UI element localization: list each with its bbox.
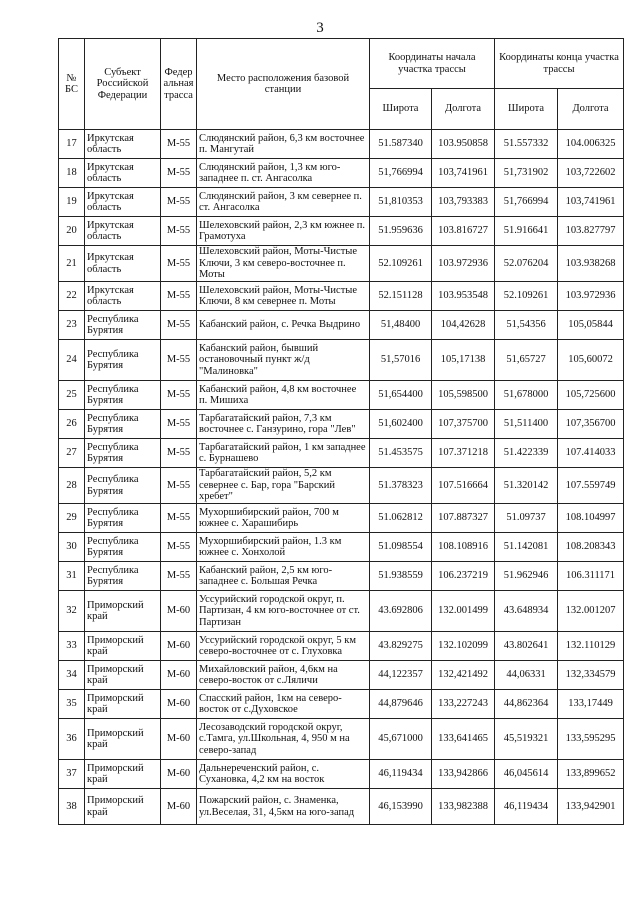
cell-end-latitude: 51.320142	[495, 468, 558, 504]
cell-federal-route: М-60	[161, 760, 197, 789]
table-row	[59, 130, 624, 159]
cell-federal-route: М-55	[161, 217, 197, 246]
table-row	[59, 719, 624, 760]
cell-location: Тарбагатайский район, 5,2 км севернее с. Бар, гора "Барский хребет"	[197, 468, 370, 504]
cell-start-longitude: 105,598500	[432, 381, 495, 410]
cell-subject: Республика Бурятия	[85, 468, 161, 504]
cell-start-latitude: 44,122357	[370, 661, 432, 690]
cell-subject: Приморский край	[85, 661, 161, 690]
cell-num: 21	[59, 246, 85, 282]
cell-end-longitude: 103.827797	[558, 217, 624, 246]
table-row	[59, 789, 624, 825]
cell-location: Тарбагатайский район, 1 км западнее с. Бурнашево	[197, 439, 370, 468]
cell-subject: Приморский край	[85, 690, 161, 719]
cell-num: 17	[59, 130, 85, 159]
cell-location: Мухоршибирский район, 1.3 км южнее с. Хонхолой	[197, 533, 370, 562]
cell-end-longitude: 132,334579	[558, 661, 624, 690]
cell-federal-route: М-55	[161, 562, 197, 591]
cell-start-longitude: 107.371218	[432, 439, 495, 468]
cell-federal-route: М-55	[161, 533, 197, 562]
cell-end-latitude: 46,045614	[495, 760, 558, 789]
cell-end-longitude: 133,942901	[558, 789, 624, 825]
cell-end-latitude: 51.962946	[495, 562, 558, 591]
cell-start-latitude: 51.938559	[370, 562, 432, 591]
cell-location: Шелеховский район, Моты-Чистые Ключи, 8 км севернее п. Моты	[197, 282, 370, 311]
cell-start-longitude: 107,375700	[432, 410, 495, 439]
cell-num: 34	[59, 661, 85, 690]
cell-start-longitude: 103.953548	[432, 282, 495, 311]
cell-num: 18	[59, 159, 85, 188]
table-row	[59, 760, 624, 789]
cell-end-longitude: 103,722602	[558, 159, 624, 188]
cell-end-longitude: 107,356700	[558, 410, 624, 439]
cell-end-latitude: 51,766994	[495, 188, 558, 217]
cell-federal-route: М-55	[161, 468, 197, 504]
table-row	[59, 282, 624, 311]
cell-end-latitude: 51.916641	[495, 217, 558, 246]
cell-federal-route: М-60	[161, 690, 197, 719]
cell-end-longitude: 105,05844	[558, 311, 624, 340]
cell-subject: Республика Бурятия	[85, 340, 161, 381]
cell-start-latitude: 46,119434	[370, 760, 432, 789]
cell-start-longitude: 103.816727	[432, 217, 495, 246]
cell-end-longitude: 103.938268	[558, 246, 624, 282]
table-row	[59, 504, 624, 533]
cell-num: 23	[59, 311, 85, 340]
table-row	[59, 439, 624, 468]
table-row	[59, 311, 624, 340]
cell-start-latitude: 51.453575	[370, 439, 432, 468]
cell-start-longitude: 132.102099	[432, 632, 495, 661]
header-num: № БС	[59, 39, 85, 130]
cell-end-longitude: 133,899652	[558, 760, 624, 789]
cell-start-longitude: 107.516664	[432, 468, 495, 504]
cell-end-latitude: 44,06331	[495, 661, 558, 690]
cell-end-latitude: 51.142081	[495, 533, 558, 562]
table-row	[59, 533, 624, 562]
cell-num: 24	[59, 340, 85, 381]
cell-start-latitude: 51,810353	[370, 188, 432, 217]
table-row	[59, 381, 624, 410]
cell-start-latitude: 51.959636	[370, 217, 432, 246]
cell-end-latitude: 51,511400	[495, 410, 558, 439]
cell-location: Уссурийский городской округ, п. Партизан, 4 км юго-восточнее от ст. Партизан	[197, 591, 370, 632]
cell-start-latitude: 51,766994	[370, 159, 432, 188]
table-row	[59, 159, 624, 188]
cell-num: 36	[59, 719, 85, 760]
cell-location: Кабанский район, с. Речка Выдрино	[197, 311, 370, 340]
cell-end-latitude: 45,519321	[495, 719, 558, 760]
cell-federal-route: М-55	[161, 282, 197, 311]
cell-start-longitude: 133,942866	[432, 760, 495, 789]
cell-start-longitude: 108.108916	[432, 533, 495, 562]
cell-start-longitude: 132,421492	[432, 661, 495, 690]
cell-num: 31	[59, 562, 85, 591]
cell-end-latitude: 51.09737	[495, 504, 558, 533]
table-row	[59, 562, 624, 591]
cell-end-latitude: 43.648934	[495, 591, 558, 632]
cell-start-latitude: 51,602400	[370, 410, 432, 439]
cell-location: Кабанский район, бывший остановочный пункт ж/д "Малиновка"	[197, 340, 370, 381]
cell-subject: Иркутская область	[85, 217, 161, 246]
cell-start-latitude: 52.109261	[370, 246, 432, 282]
cell-start-latitude: 45,671000	[370, 719, 432, 760]
table-body	[59, 130, 624, 825]
cell-end-longitude: 133,595295	[558, 719, 624, 760]
cell-num: 26	[59, 410, 85, 439]
cell-subject: Иркутская область	[85, 246, 161, 282]
cell-subject: Приморский край	[85, 719, 161, 760]
cell-start-longitude: 103.972936	[432, 246, 495, 282]
cell-num: 22	[59, 282, 85, 311]
cell-location: Тарбагатайский район, 7,3 км восточнее с. Ганзурино, гора "Лев"	[197, 410, 370, 439]
cell-end-latitude: 52.076204	[495, 246, 558, 282]
table-row	[59, 410, 624, 439]
cell-start-latitude: 46,153990	[370, 789, 432, 825]
cell-federal-route: М-55	[161, 159, 197, 188]
cell-subject: Приморский край	[85, 789, 161, 825]
cell-federal-route: М-60	[161, 632, 197, 661]
cell-start-latitude: 51,654400	[370, 381, 432, 410]
cell-location: Михайловский район, 4,6км на северо-восток от с.Ляличи	[197, 661, 370, 690]
cell-start-longitude: 104,42628	[432, 311, 495, 340]
cell-start-latitude: 51,48400	[370, 311, 432, 340]
cell-federal-route: М-55	[161, 130, 197, 159]
cell-num: 35	[59, 690, 85, 719]
cell-federal-route: М-55	[161, 188, 197, 217]
cell-location: Шелеховский район, Моты-Чистые Ключи, 3 км северо-восточнее п. Моты	[197, 246, 370, 282]
cell-subject: Республика Бурятия	[85, 381, 161, 410]
cell-end-longitude: 105,60072	[558, 340, 624, 381]
cell-federal-route: М-55	[161, 439, 197, 468]
cell-num: 29	[59, 504, 85, 533]
header-subject: Субъект Российской Федерации	[85, 39, 161, 130]
header-end-coordinates: Координаты конца участка трассы	[495, 39, 624, 89]
table-row	[59, 188, 624, 217]
cell-start-latitude: 51.098554	[370, 533, 432, 562]
cell-end-latitude: 51,731902	[495, 159, 558, 188]
cell-subject: Иркутская область	[85, 159, 161, 188]
cell-num: 30	[59, 533, 85, 562]
cell-num: 32	[59, 591, 85, 632]
table-row	[59, 632, 624, 661]
cell-start-longitude: 133,641465	[432, 719, 495, 760]
cell-start-latitude: 52.151128	[370, 282, 432, 311]
cell-end-longitude: 108.208343	[558, 533, 624, 562]
cell-location: Уссурийский городской округ, 5 км северо-восточнее от с. Глуховка	[197, 632, 370, 661]
cell-end-longitude: 133,17449	[558, 690, 624, 719]
cell-num: 38	[59, 789, 85, 825]
cell-start-longitude: 105,17138	[432, 340, 495, 381]
table-row	[59, 340, 624, 381]
cell-num: 20	[59, 217, 85, 246]
table-row	[59, 217, 624, 246]
cell-num: 28	[59, 468, 85, 504]
cell-location: Дальнереченский район, с. Сухановка, 4,2 км на восток	[197, 760, 370, 789]
cell-federal-route: М-60	[161, 789, 197, 825]
cell-start-latitude: 43.829275	[370, 632, 432, 661]
cell-subject: Иркутская область	[85, 282, 161, 311]
cell-federal-route: М-60	[161, 591, 197, 632]
cell-end-latitude: 43.802641	[495, 632, 558, 661]
cell-start-longitude: 107.887327	[432, 504, 495, 533]
cell-federal-route: М-60	[161, 661, 197, 690]
cell-federal-route: М-55	[161, 340, 197, 381]
cell-start-latitude: 51,57016	[370, 340, 432, 381]
header-start-latitude: Широта	[370, 89, 432, 130]
cell-location: Пожарский район, с. Знаменка, ул.Веселая, 31, 4,5км на юго-запад	[197, 789, 370, 825]
cell-end-longitude: 105,725600	[558, 381, 624, 410]
header-end-longitude: Долгота	[558, 89, 624, 130]
cell-location: Кабанский район, 2,5 км юго-западнее с. Большая Речка	[197, 562, 370, 591]
cell-end-latitude: 51,65727	[495, 340, 558, 381]
cell-federal-route: М-55	[161, 246, 197, 282]
cell-federal-route: М-55	[161, 381, 197, 410]
cell-location: Слюдянский район, 3 км севернее п. ст. Ангасолка	[197, 188, 370, 217]
cell-end-latitude: 46,119434	[495, 789, 558, 825]
cell-end-longitude: 132.001207	[558, 591, 624, 632]
cell-num: 19	[59, 188, 85, 217]
cell-start-longitude: 132.001499	[432, 591, 495, 632]
cell-end-longitude: 106.311171	[558, 562, 624, 591]
header-location: Место расположения базовой станции	[197, 39, 370, 130]
cell-federal-route: М-55	[161, 311, 197, 340]
cell-start-latitude: 51.587340	[370, 130, 432, 159]
cell-location: Мухоршибирский район, 700 м южнее с. Харашибирь	[197, 504, 370, 533]
cell-subject: Республика Бурятия	[85, 504, 161, 533]
cell-end-longitude: 107.559749	[558, 468, 624, 504]
cell-end-longitude: 103.972936	[558, 282, 624, 311]
table-row	[59, 468, 624, 504]
cell-end-latitude: 51,54356	[495, 311, 558, 340]
cell-start-longitude: 133,227243	[432, 690, 495, 719]
cell-start-longitude: 103,741961	[432, 159, 495, 188]
page-number: 3	[316, 20, 324, 36]
cell-location: Шелеховский район, 2,3 км южнее п. Грамотуха	[197, 217, 370, 246]
cell-subject: Приморский край	[85, 760, 161, 789]
cell-subject: Республика Бурятия	[85, 562, 161, 591]
table-row	[59, 246, 624, 282]
cell-subject: Республика Бурятия	[85, 410, 161, 439]
cell-start-latitude: 51.378323	[370, 468, 432, 504]
cell-subject: Иркутская область	[85, 188, 161, 217]
base-stations-table	[58, 38, 624, 825]
table-row	[59, 591, 624, 632]
cell-end-longitude: 107.414033	[558, 439, 624, 468]
cell-end-latitude: 51,678000	[495, 381, 558, 410]
cell-subject: Республика Бурятия	[85, 533, 161, 562]
cell-end-latitude: 51.557332	[495, 130, 558, 159]
cell-start-latitude: 44,879646	[370, 690, 432, 719]
cell-start-longitude: 133,982388	[432, 789, 495, 825]
cell-start-longitude: 103.950858	[432, 130, 495, 159]
cell-start-longitude: 106.237219	[432, 562, 495, 591]
cell-subject: Республика Бурятия	[85, 311, 161, 340]
cell-location: Слюдянский район, 1,3 км юго-западнее п. ст. Ангасолка	[197, 159, 370, 188]
table-row	[59, 661, 624, 690]
cell-num: 25	[59, 381, 85, 410]
cell-num: 27	[59, 439, 85, 468]
header-start-longitude: Долгота	[432, 89, 495, 130]
cell-location: Лесозаводский городской округ, с.Тамга, ул.Школьная, 4, 950 м на северо-запад	[197, 719, 370, 760]
cell-location: Кабанский район, 4,8 км восточнее п. Мишиха	[197, 381, 370, 410]
cell-federal-route: М-60	[161, 719, 197, 760]
cell-end-latitude: 52.109261	[495, 282, 558, 311]
header-federal-route: Федер альная трасса	[161, 39, 197, 130]
cell-subject: Приморский край	[85, 591, 161, 632]
header-end-latitude: Широта	[495, 89, 558, 130]
cell-end-latitude: 44,862364	[495, 690, 558, 719]
cell-end-longitude: 104.006325	[558, 130, 624, 159]
cell-num: 37	[59, 760, 85, 789]
cell-subject: Приморский край	[85, 632, 161, 661]
cell-end-longitude: 108.104997	[558, 504, 624, 533]
cell-start-latitude: 43.692806	[370, 591, 432, 632]
cell-location: Спасский район, 1км на северо-восток от с.Духовское	[197, 690, 370, 719]
cell-num: 33	[59, 632, 85, 661]
cell-end-longitude: 132.110129	[558, 632, 624, 661]
cell-end-latitude: 51.422339	[495, 439, 558, 468]
cell-start-longitude: 103,793383	[432, 188, 495, 217]
cell-federal-route: М-55	[161, 410, 197, 439]
table-row	[59, 690, 624, 719]
cell-start-latitude: 51.062812	[370, 504, 432, 533]
cell-subject: Республика Бурятия	[85, 439, 161, 468]
cell-federal-route: М-55	[161, 504, 197, 533]
cell-location: Слюдянский район, 6,3 км восточнее п. Мангутай	[197, 130, 370, 159]
cell-subject: Иркутская область	[85, 130, 161, 159]
header-start-coordinates: Координаты начала участка трассы	[370, 39, 495, 89]
cell-end-longitude: 103,741961	[558, 188, 624, 217]
